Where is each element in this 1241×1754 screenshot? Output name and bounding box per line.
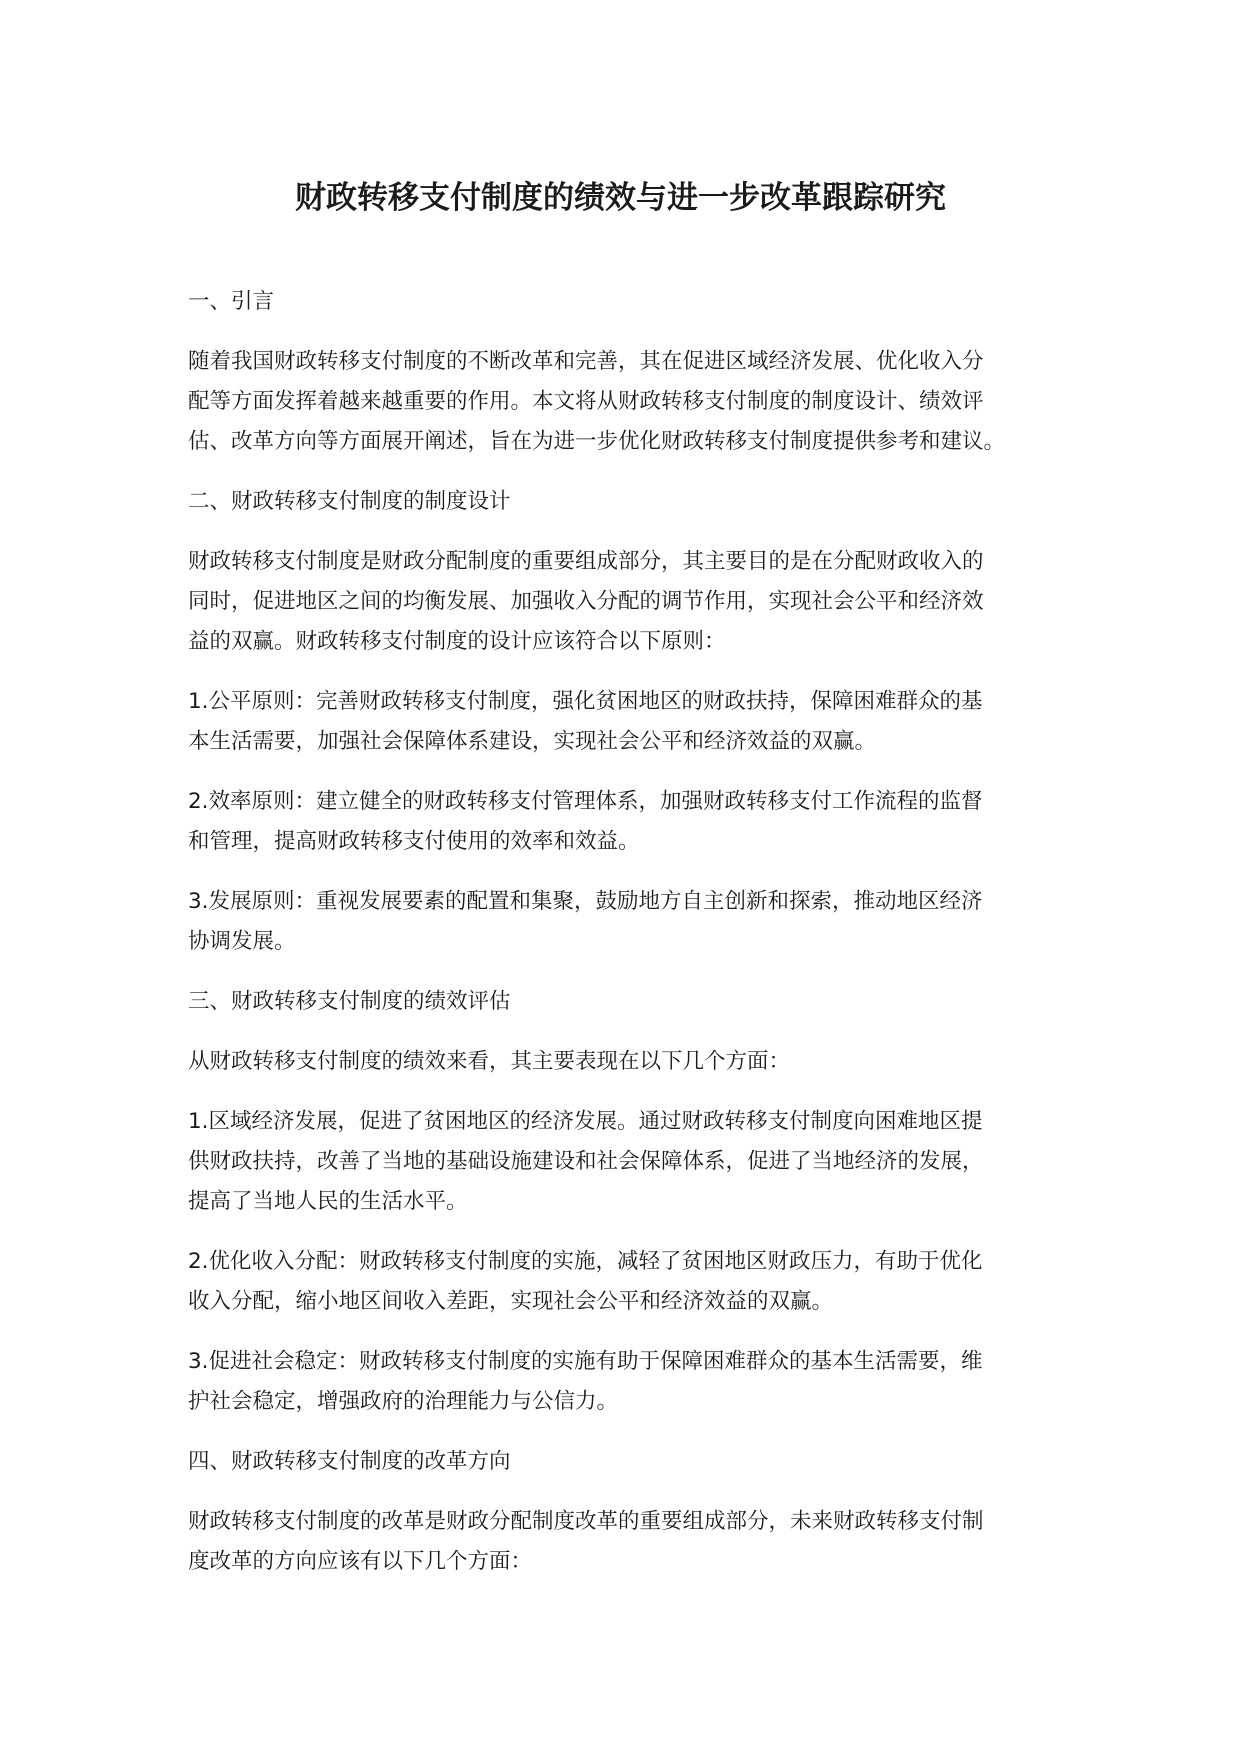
heading-text: 三、财政转移支付制度的绩效评估 — [188, 989, 511, 1014]
paragraph-line: 供财政扶持，改善了当地的基础设施建设和社会保障体系，促进了当地经济的发展， — [188, 1149, 984, 1174]
section-heading — [188, 282, 1068, 322]
paragraph-line: 本生活需要，加强社会保障体系建设，实现社会公平和经济效益的双赢。 — [188, 729, 877, 754]
paragraph-line: 估、改革方向等方面展开阐述，旨在为进一步优化财政转移支付制度提供参考和建议。 — [188, 429, 1006, 454]
heading-text: 四、财政转移支付制度的改革方向 — [188, 1449, 511, 1474]
paragraph-line: 护社会稳定，增强政府的治理能力与公信力。 — [188, 1389, 619, 1414]
document-body — [188, 282, 1068, 1582]
paragraph — [188, 342, 1068, 462]
block-spacer — [188, 522, 1068, 542]
block-spacer — [188, 1322, 1068, 1342]
paragraph-line: 度改革的方向应该有以下几个方面： — [188, 1549, 533, 1574]
paragraph-line: 2.效率原则：建立健全的财政转移支付管理体系，加强财政转移支付工作流程的监督 — [188, 789, 983, 814]
paragraph-line: 财政转移支付制度是财政分配制度的重要组成部分，其主要目的是在分配财政收入的 — [188, 549, 984, 574]
block-spacer — [188, 962, 1068, 982]
paragraph — [188, 882, 1068, 962]
block-spacer — [188, 662, 1068, 682]
paragraph-line: 1.公平原则：完善财政转移支付制度，强化贫困地区的财政扶持，保障困难群众的基 — [188, 689, 983, 714]
heading-text: 一、引言 — [188, 289, 275, 314]
section-heading — [188, 982, 1068, 1022]
heading-text: 二、财政转移支付制度的制度设计 — [188, 489, 511, 514]
paragraph — [188, 682, 1068, 762]
paragraph — [188, 1342, 1068, 1422]
paragraph-line: 同时，促进地区之间的均衡发展、加强收入分配的调节作用，实现社会公平和经济效 — [188, 589, 984, 614]
block-spacer — [188, 762, 1068, 782]
paragraph-line: 收入分配，缩小地区间收入差距，实现社会公平和经济效益的双赢。 — [188, 1289, 834, 1314]
section-heading — [188, 1442, 1068, 1482]
block-spacer — [188, 1222, 1068, 1242]
paragraph-line: 2.优化收入分配：财政转移支付制度的实施，减轻了贫困地区财政压力，有助于优化 — [188, 1249, 983, 1274]
block-spacer — [188, 862, 1068, 882]
paragraph-line: 配等方面发挥着越来越重要的作用。本文将从财政转移支付制度的制度设计、绩效评 — [188, 389, 984, 414]
block-spacer — [188, 1022, 1068, 1042]
paragraph-line: 协调发展。 — [188, 929, 296, 954]
paragraph-line: 从财政转移支付制度的绩效来看，其主要表现在以下几个方面： — [188, 1049, 791, 1074]
section-heading — [188, 482, 1068, 522]
paragraph — [188, 542, 1068, 662]
paragraph-line: 提高了当地人民的生活水平。 — [188, 1189, 468, 1214]
paragraph-line: 和管理，提高财政转移支付使用的效率和效益。 — [188, 829, 640, 854]
paragraph-line: 3.促进社会稳定：财政转移支付制度的实施有助于保障困难群众的基本生活需要，维 — [188, 1349, 983, 1374]
document-title: 财政转移支付制度的绩效与进一步改革跟踪研究 — [295, 180, 946, 216]
block-spacer — [188, 322, 1068, 342]
block-spacer — [188, 1422, 1068, 1442]
paragraph — [188, 1102, 1068, 1222]
paragraph — [188, 782, 1068, 862]
paragraph-line: 随着我国财政转移支付制度的不断改革和完善，其在促进区域经济发展、优化收入分 — [188, 349, 984, 374]
paragraph — [188, 1502, 1068, 1582]
paragraph-line: 3.发展原则：重视发展要素的配置和集聚，鼓励地方自主创新和探索，推动地区经济 — [188, 889, 983, 914]
block-spacer — [188, 1482, 1068, 1502]
paragraph — [188, 1042, 1068, 1082]
block-spacer — [188, 1082, 1068, 1102]
block-spacer — [188, 462, 1068, 482]
paragraph-line: 益的双赢。财政转移支付制度的设计应该符合以下原则： — [188, 629, 726, 654]
paragraph-line: 1.区域经济发展，促进了贫困地区的经济发展。通过财政转移支付制度向困难地区提 — [188, 1109, 983, 1134]
paragraph — [188, 1242, 1068, 1322]
paragraph-line: 财政转移支付制度的改革是财政分配制度改革的重要组成部分，未来财政转移支付制 — [188, 1509, 984, 1534]
